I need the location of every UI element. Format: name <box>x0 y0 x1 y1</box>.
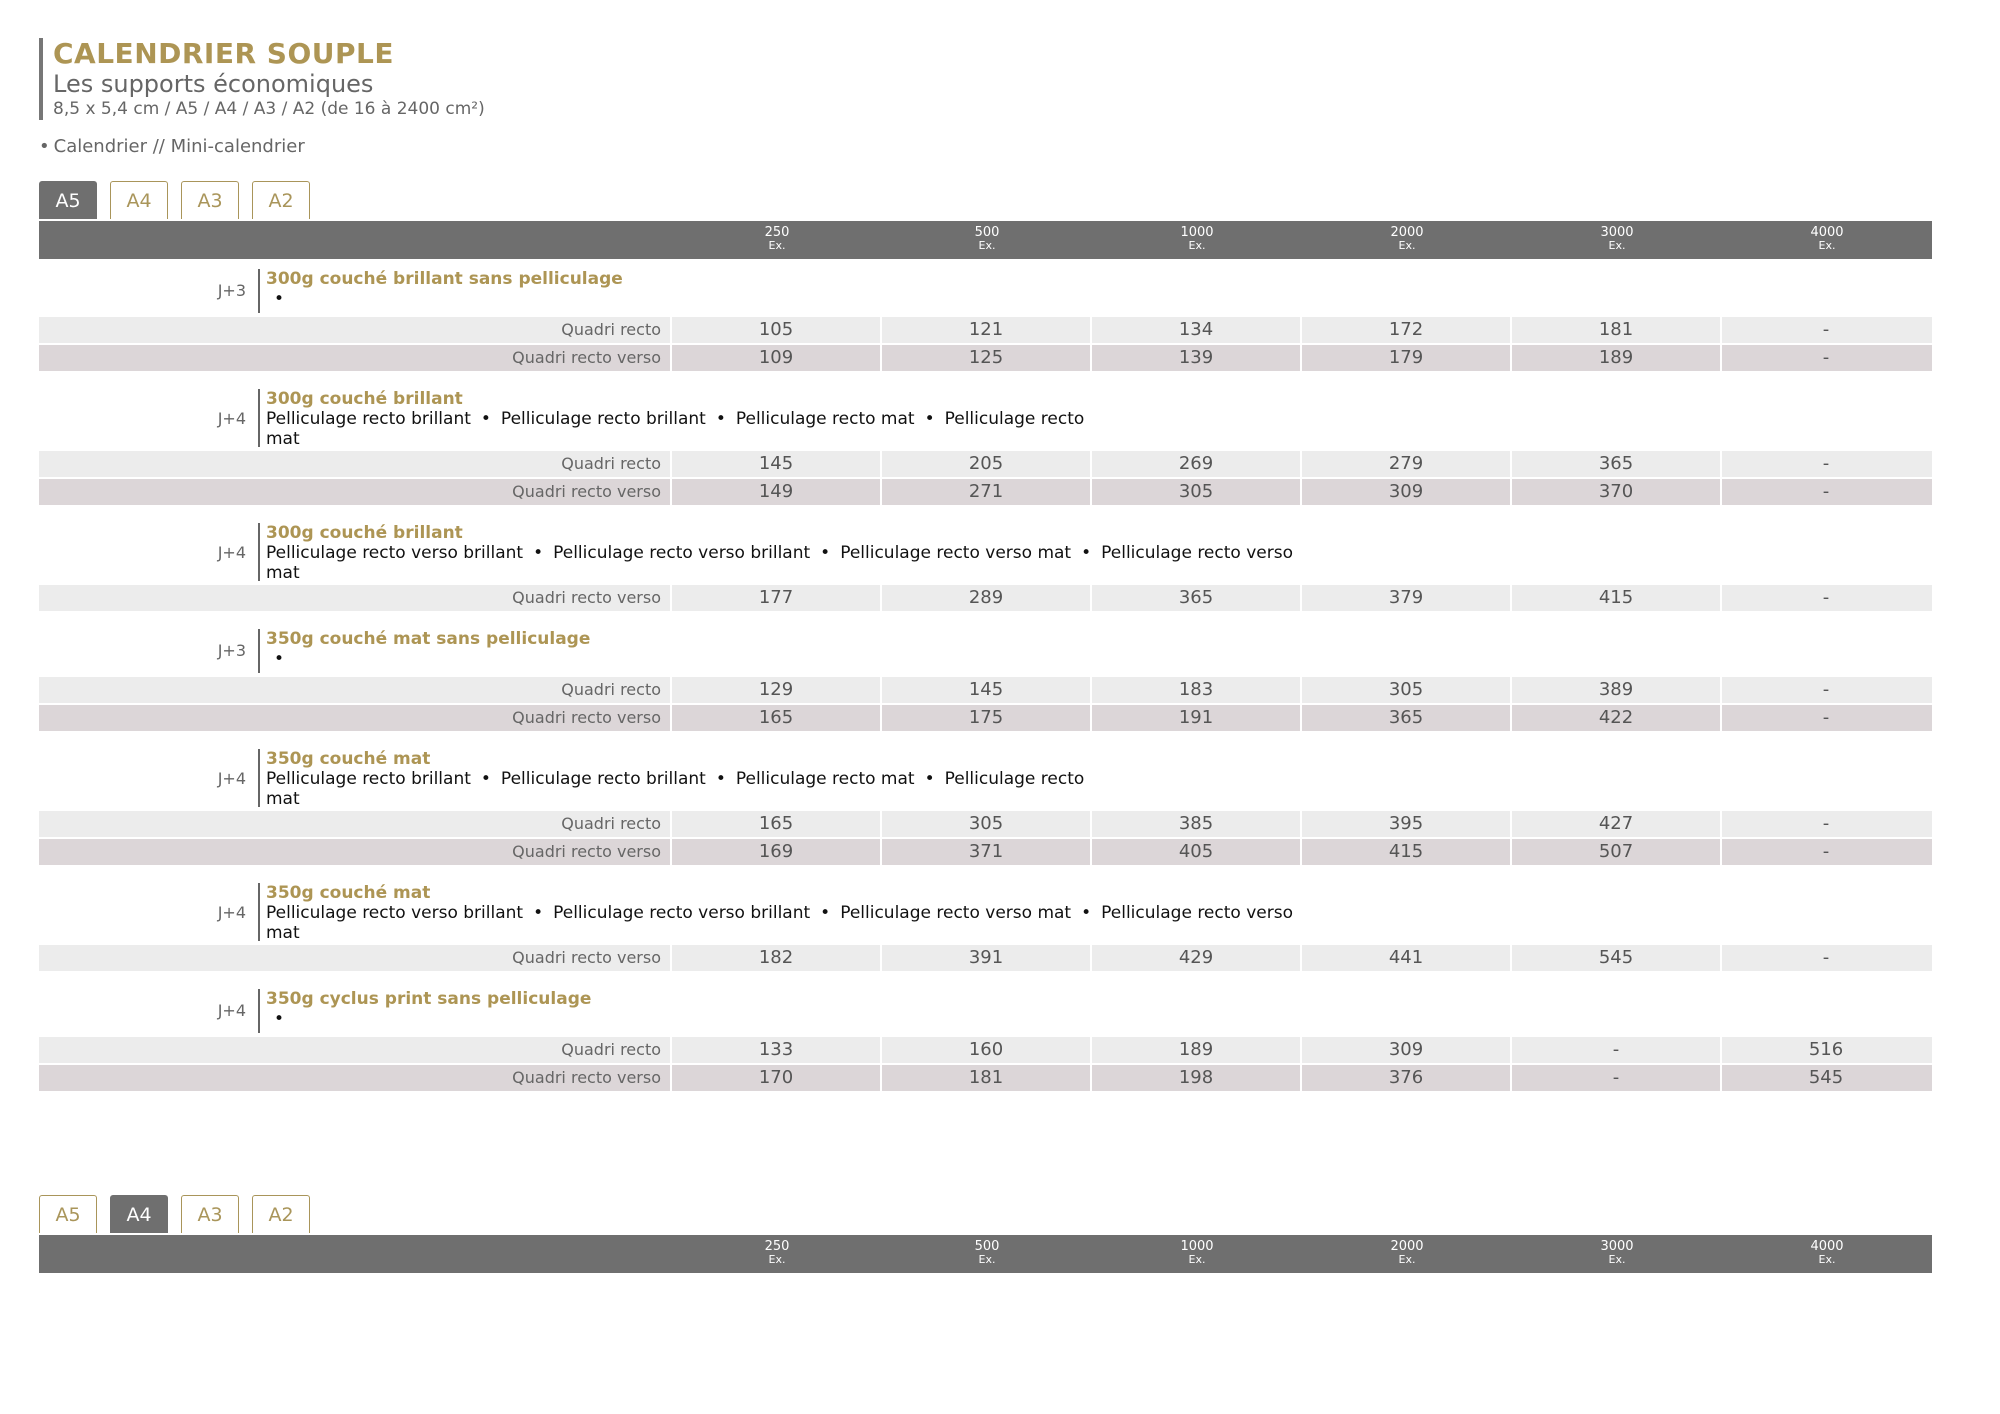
price-cell: 105 <box>670 317 880 343</box>
print-mode-label: Quadri recto <box>561 454 661 473</box>
delivery-delay: J+3 <box>217 641 246 660</box>
option-bullet: • <box>1081 903 1092 923</box>
product-text <box>266 389 1084 449</box>
option-label: Pelliculage recto <box>944 769 1085 789</box>
print-mode-label: Quadri recto <box>561 814 661 833</box>
price-cell: 129 <box>670 677 880 703</box>
price-cell: 181 <box>880 1065 1090 1091</box>
quantity-header-bar <box>39 1235 1932 1273</box>
price-cell: 169 <box>670 839 880 865</box>
category-line <box>39 136 305 157</box>
product-divider <box>258 989 260 1033</box>
price-cell: 149 <box>670 479 880 505</box>
price-row <box>39 811 1932 837</box>
quantity-column-header <box>1512 1239 1722 1266</box>
quantity-column-header <box>1092 1239 1302 1266</box>
price-cell: 371 <box>880 839 1090 865</box>
product-options <box>266 649 590 669</box>
print-mode-label: Quadri recto verso <box>512 708 661 727</box>
price-cell: - <box>1720 811 1930 837</box>
print-mode-label: Quadri recto <box>561 320 661 339</box>
delivery-delay: J+4 <box>217 1001 246 1020</box>
price-row <box>39 945 1932 971</box>
price-row <box>39 677 1932 703</box>
tab-a2[interactable]: A2 <box>252 181 310 219</box>
product-name: 350g couché mat <box>266 883 431 903</box>
print-mode-label: Quadri recto verso <box>512 948 661 967</box>
product-divider <box>258 883 260 941</box>
option-bullet: • <box>533 543 544 563</box>
price-cell: 175 <box>880 705 1090 731</box>
price-cell: 160 <box>880 1037 1090 1063</box>
delivery-delay: J+4 <box>217 903 246 922</box>
price-cell: 516 <box>1720 1037 1930 1063</box>
option-label: Pelliculage recto verso brillant <box>266 903 524 923</box>
format-list: 8,5 x 5,4 cm / A5 / A4 / A3 / A2 (de 16 à 2400 cm²) <box>53 99 485 119</box>
price-cell: - <box>1720 585 1930 611</box>
product-text <box>266 749 1084 809</box>
price-row <box>39 345 1932 371</box>
price-cell: - <box>1510 1065 1720 1091</box>
option-label: Pelliculage recto brillant <box>266 769 471 789</box>
price-cell: 395 <box>1300 811 1510 837</box>
price-cell: 365 <box>1300 705 1510 731</box>
price-cell: - <box>1720 317 1930 343</box>
quantity-value: 2000 <box>1390 225 1424 240</box>
price-row <box>39 839 1932 865</box>
price-cell: 305 <box>880 811 1090 837</box>
option-label: Pelliculage recto verso <box>1101 903 1293 923</box>
option-label: Pelliculage recto verso brillant <box>553 543 811 563</box>
product-name: 350g couché mat <box>266 749 431 769</box>
quantity-value: 500 <box>974 225 1000 240</box>
delivery-delay: J+3 <box>217 281 246 300</box>
option-label: Pelliculage recto verso brillant <box>553 903 811 923</box>
quantity-value: 2000 <box>1390 1239 1424 1254</box>
delivery-delay: J+4 <box>217 543 246 562</box>
price-cell: 189 <box>1510 345 1720 371</box>
price-cell: 189 <box>1090 1037 1300 1063</box>
price-cell: - <box>1510 1037 1720 1063</box>
quantity-unit: Ex. <box>1818 1253 1836 1266</box>
product-options <box>266 769 1084 809</box>
price-cell: 181 <box>1510 317 1720 343</box>
quantity-unit: Ex. <box>1608 239 1626 252</box>
quantity-column-header <box>672 1239 882 1266</box>
option-bullet: • <box>820 543 831 563</box>
option-label: Pelliculage recto brillant <box>500 769 706 789</box>
price-cell: 177 <box>670 585 880 611</box>
quantity-value: 500 <box>974 1239 1000 1254</box>
price-cell: 179 <box>1300 345 1510 371</box>
price-cell: 305 <box>1300 677 1510 703</box>
option-label-end: mat <box>266 563 300 583</box>
quantity-value: 4000 <box>1810 225 1844 240</box>
option-label: Pelliculage recto verso mat <box>840 543 1072 563</box>
print-mode-label: Quadri recto <box>561 1040 661 1059</box>
quantity-column-header <box>882 1239 1092 1266</box>
price-cell: 441 <box>1300 945 1510 971</box>
option-bullet: • <box>533 903 544 923</box>
price-cell: 545 <box>1510 945 1720 971</box>
price-cell: - <box>1720 345 1930 371</box>
tab-a5[interactable]: A5 <box>39 1195 97 1233</box>
price-cell: 309 <box>1300 479 1510 505</box>
quantity-column-header <box>1512 225 1722 252</box>
price-cell: 182 <box>670 945 880 971</box>
product-options <box>266 1009 591 1029</box>
quantity-value: 3000 <box>1600 1239 1634 1254</box>
price-cell: 125 <box>880 345 1090 371</box>
price-cell: 269 <box>1090 451 1300 477</box>
print-mode-label: Quadri recto verso <box>512 348 661 367</box>
price-cell: 165 <box>670 705 880 731</box>
print-mode-label: Quadri recto verso <box>512 482 661 501</box>
tab-a4[interactable]: A4 <box>110 1195 168 1233</box>
product-options <box>266 903 1293 943</box>
quantity-value: 4000 <box>1810 1239 1844 1254</box>
price-cell: - <box>1720 839 1930 865</box>
option-label-end: mat <box>266 923 300 943</box>
price-cell: 415 <box>1300 839 1510 865</box>
price-cell: 134 <box>1090 317 1300 343</box>
product-name: 300g couché brillant <box>266 389 463 409</box>
price-row <box>39 705 1932 731</box>
tab-a5[interactable]: A5 <box>39 181 97 219</box>
price-cell: 376 <box>1300 1065 1510 1091</box>
product-text <box>266 989 591 1029</box>
quantity-unit: Ex. <box>978 239 996 252</box>
product-text <box>266 523 1293 583</box>
product-name: 350g cyclus print sans pelliculage <box>266 989 592 1009</box>
quantity-unit: Ex. <box>1608 1253 1626 1266</box>
price-row <box>39 1065 1932 1091</box>
price-row <box>39 479 1932 505</box>
quantity-unit: Ex. <box>978 1253 996 1266</box>
price-cell: 121 <box>880 317 1090 343</box>
product-divider <box>258 523 260 581</box>
quantity-unit: Ex. <box>1188 1253 1206 1266</box>
price-cell: 139 <box>1090 345 1300 371</box>
price-cell: 165 <box>670 811 880 837</box>
option-label: Pelliculage recto mat <box>735 409 915 429</box>
quantity-value: 1000 <box>1180 1239 1214 1254</box>
quantity-column-header <box>1302 225 1512 252</box>
product-options <box>266 289 623 309</box>
quantity-value: 3000 <box>1600 225 1634 240</box>
page-subtitle: Les supports économiques <box>53 70 374 98</box>
price-cell: 422 <box>1510 705 1720 731</box>
quantity-unit: Ex. <box>768 1253 786 1266</box>
price-cell: 379 <box>1300 585 1510 611</box>
product-name: 300g couché brillant <box>266 523 463 543</box>
print-mode-label: Quadri recto verso <box>512 1068 661 1087</box>
price-cell: 385 <box>1090 811 1300 837</box>
price-cell: 305 <box>1090 479 1300 505</box>
price-cell: 133 <box>670 1037 880 1063</box>
price-cell: - <box>1720 479 1930 505</box>
quantity-column-header <box>1302 1239 1512 1266</box>
option-bullet: • <box>1081 543 1092 563</box>
product-divider <box>258 749 260 807</box>
product-divider <box>258 629 260 673</box>
tab-a2[interactable]: A2 <box>252 1195 310 1233</box>
quantity-unit: Ex. <box>1818 239 1836 252</box>
print-mode-label: Quadri recto <box>561 680 661 699</box>
quantity-unit: Ex. <box>1398 239 1416 252</box>
quantity-column-header <box>1722 1239 1932 1266</box>
quantity-value: 250 <box>764 1239 790 1254</box>
product-divider <box>258 269 260 313</box>
quantity-value: 250 <box>764 225 790 240</box>
price-cell: 429 <box>1090 945 1300 971</box>
price-cell: 205 <box>880 451 1090 477</box>
price-row <box>39 585 1932 611</box>
option-bullet: • <box>820 903 831 923</box>
price-row <box>39 317 1932 343</box>
product-divider <box>258 389 260 447</box>
price-cell: 198 <box>1090 1065 1300 1091</box>
price-cell: 427 <box>1510 811 1720 837</box>
product-text <box>266 269 623 309</box>
category-label: Calendrier // Mini-calendrier <box>53 136 305 157</box>
price-cell: 170 <box>670 1065 880 1091</box>
price-cell: 279 <box>1300 451 1510 477</box>
option-bullet: • <box>480 769 491 789</box>
price-cell: 271 <box>880 479 1090 505</box>
option-label: Pelliculage recto mat <box>735 769 915 789</box>
price-cell: 389 <box>1510 677 1720 703</box>
option-bullet: • <box>715 409 726 429</box>
quantity-column-header <box>1722 225 1932 252</box>
option-bullet: • <box>480 409 491 429</box>
option-label: Pelliculage recto brillant <box>500 409 706 429</box>
price-cell: 183 <box>1090 677 1300 703</box>
price-cell: 391 <box>880 945 1090 971</box>
price-cell: 172 <box>1300 317 1510 343</box>
quantity-column-header <box>882 225 1092 252</box>
quantity-column-header <box>672 225 882 252</box>
option-label-end: mat <box>266 429 300 449</box>
price-cell: 365 <box>1090 585 1300 611</box>
option-bullet: • <box>924 769 935 789</box>
product-name: 350g couché mat sans pelliculage <box>266 629 591 649</box>
price-cell: 191 <box>1090 705 1300 731</box>
option-label: Pelliculage recto verso brillant <box>266 543 524 563</box>
price-cell: 145 <box>670 451 880 477</box>
quantity-unit: Ex. <box>1188 239 1206 252</box>
price-cell: - <box>1720 451 1930 477</box>
header-block <box>39 38 485 120</box>
delivery-delay: J+4 <box>217 409 246 428</box>
price-cell: 415 <box>1510 585 1720 611</box>
quantity-unit: Ex. <box>768 239 786 252</box>
option-label: Pelliculage recto verso mat <box>840 903 1072 923</box>
bullet-icon: • <box>39 136 50 157</box>
option-bullet: • <box>274 1009 285 1029</box>
tab-a3[interactable]: A3 <box>181 181 239 219</box>
price-cell: 507 <box>1510 839 1720 865</box>
price-cell: - <box>1720 677 1930 703</box>
price-cell: 545 <box>1720 1065 1930 1091</box>
tab-a3[interactable]: A3 <box>181 1195 239 1233</box>
option-bullet: • <box>274 289 285 309</box>
price-cell: 289 <box>880 585 1090 611</box>
product-options <box>266 409 1084 449</box>
option-label: Pelliculage recto <box>944 409 1085 429</box>
price-cell: 309 <box>1300 1037 1510 1063</box>
print-mode-label: Quadri recto verso <box>512 588 661 607</box>
product-text <box>266 629 590 669</box>
delivery-delay: J+4 <box>217 769 246 788</box>
option-bullet: • <box>715 769 726 789</box>
price-cell: - <box>1720 945 1930 971</box>
price-cell: 109 <box>670 345 880 371</box>
page-title: CALENDRIER SOUPLE <box>53 37 394 70</box>
option-label: Pelliculage recto brillant <box>266 409 471 429</box>
quantity-header-bar <box>39 221 1932 259</box>
price-cell: 145 <box>880 677 1090 703</box>
tab-a4[interactable]: A4 <box>110 181 168 219</box>
product-text <box>266 883 1293 943</box>
print-mode-label: Quadri recto verso <box>512 842 661 861</box>
option-label-end: mat <box>266 789 300 809</box>
quantity-column-header <box>1092 225 1302 252</box>
product-options <box>266 543 1293 583</box>
price-cell: 370 <box>1510 479 1720 505</box>
quantity-value: 1000 <box>1180 225 1214 240</box>
quantity-unit: Ex. <box>1398 1253 1416 1266</box>
option-label: Pelliculage recto verso <box>1101 543 1293 563</box>
option-bullet: • <box>924 409 935 429</box>
option-bullet: • <box>274 649 285 669</box>
price-cell: 365 <box>1510 451 1720 477</box>
price-cell: 405 <box>1090 839 1300 865</box>
price-cell: - <box>1720 705 1930 731</box>
price-row <box>39 451 1932 477</box>
product-name: 300g couché brillant sans pelliculage <box>266 269 623 289</box>
price-row <box>39 1037 1932 1063</box>
